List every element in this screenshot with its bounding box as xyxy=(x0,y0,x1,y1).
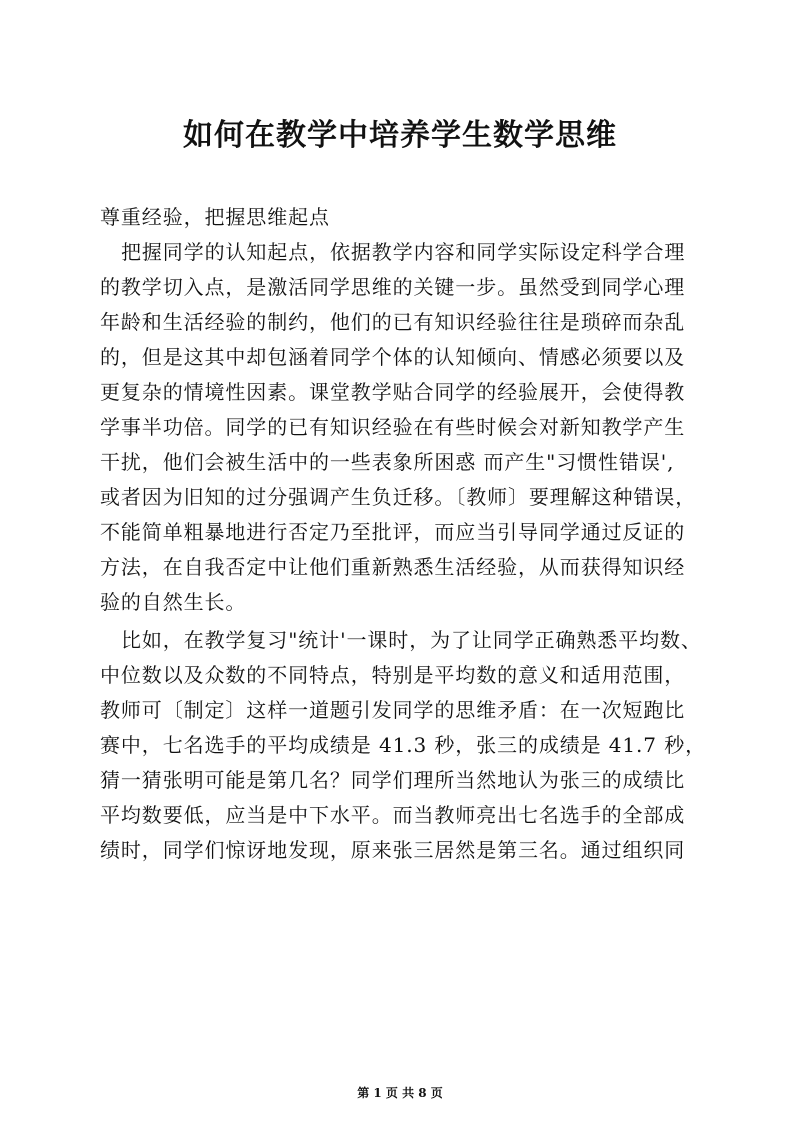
paragraph-line: 赛中，七名选手的平均成绩是 41.3 秒，张三的成绩是 41.7 秒， xyxy=(100,733,706,757)
paragraph-2 xyxy=(100,623,706,868)
paragraph-line: 把握同学的认知起点，依据教学内容和同学实际设定科学合理 xyxy=(121,240,686,264)
section-heading: 尊重经验，把握思维起点 xyxy=(100,205,330,229)
paragraph-line: 学事半功倍。同学的已有知识经验在有些时候会对新知教学产生 xyxy=(100,415,686,439)
paragraph-line: 中位数以及众数的不同特点，特别是平均数的意义和适用范围， xyxy=(100,663,686,687)
paragraph-line: 猜一猜张明可能是第几名？同学们理所当然地认为张三的成绩比 xyxy=(100,768,686,792)
paragraph-1 xyxy=(100,235,702,620)
document-title: 如何在教学中培养学生数学思维 xyxy=(183,118,617,153)
paragraph-line: 的，但是这其中却包涵着同学个体的认知倾向、情感必须要以及 xyxy=(100,345,686,369)
paragraph-line: 不能简单粗暴地进行否定乃至批评，而应当引导同学通过反证的 xyxy=(100,520,686,544)
paragraph-line: 年龄和生活经验的制约，他们的已有知识经验往往是琐碎而杂乱 xyxy=(100,310,686,334)
paragraph-line: 干扰，他们会被生活中的一些表象所困惑 而产生"习惯性错误', xyxy=(100,450,675,474)
paragraph-line: 更复杂的情境性因素。课堂教学贴合同学的经验展开，会使得教 xyxy=(100,380,686,404)
paragraph-line: 的教学切入点，是激活同学思维的关键一步。虽然受到同学心理 xyxy=(100,275,686,299)
paragraph-line: 比如，在教学复习"统计'一课时，为了让同学正确熟悉平均数、 xyxy=(121,628,702,652)
paragraph-line: 平均数要低，应当是中下水平。而当教师亮出七名选手的全部成 xyxy=(100,803,686,827)
paragraph-line: 验的自然生长。 xyxy=(100,590,247,614)
paragraph-line: 方法，在自我否定中让他们重新熟悉生活经验，从而获得知识经 xyxy=(100,555,686,579)
paragraph-line: 或者因为旧知的过分强调产生负迁移。〔教师〕要理解这种错误， xyxy=(100,485,697,509)
document-body xyxy=(100,200,706,868)
paragraph-line: 绩时，同学们惊讶地发现，原来张三居然是第三名。通过组织同 xyxy=(100,838,686,862)
paragraph-line: 教师可〔制定〕这样一道题引发同学的思维矛盾：在一次短跑比 xyxy=(100,698,686,722)
page-indicator: 第 1 页 共 8 页 xyxy=(357,1086,443,1100)
